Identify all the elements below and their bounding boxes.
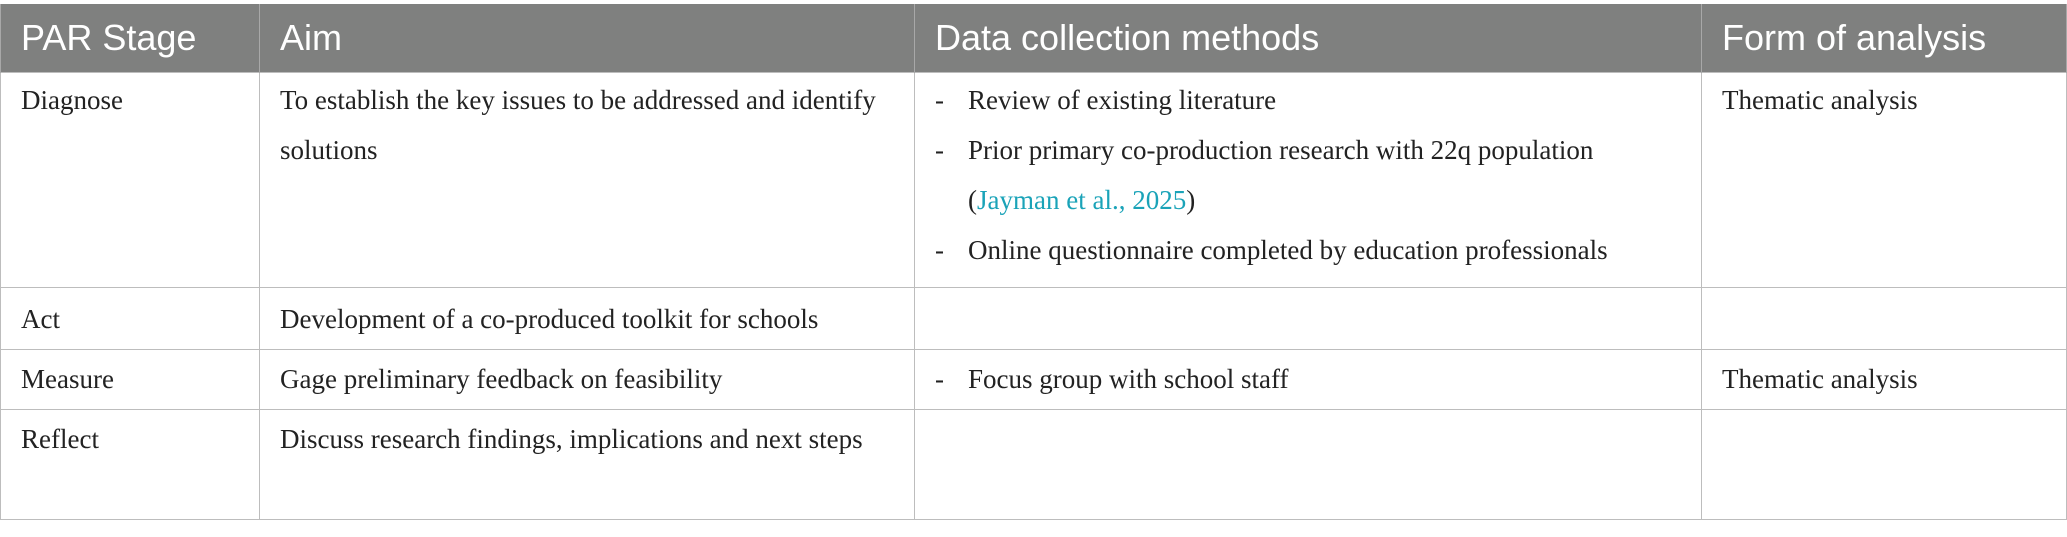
table-row bbox=[1, 287, 2067, 349]
method-text: Focus group with school staff bbox=[968, 363, 1289, 394]
methods-list bbox=[935, 354, 1681, 404]
table-row bbox=[1, 349, 2067, 409]
bullet-dash: - bbox=[935, 134, 944, 165]
aim-cell: To establish the key issues to be addressed and identify solutions bbox=[260, 72, 915, 287]
stage-cell: Measure bbox=[1, 349, 260, 409]
table-row bbox=[1, 72, 2067, 287]
methods-list bbox=[935, 75, 1681, 275]
method-item bbox=[935, 125, 1681, 225]
bullet-dash: - bbox=[935, 363, 944, 394]
methods-cell bbox=[915, 72, 1702, 287]
method-item bbox=[935, 354, 1681, 404]
method-text-end: ) bbox=[1186, 184, 1196, 215]
par-stages-table bbox=[0, 4, 2067, 520]
analysis-cell: Thematic analysis bbox=[1702, 72, 2067, 287]
methods-cell bbox=[915, 409, 1702, 519]
method-text: Review of existing literature bbox=[968, 84, 1277, 115]
header-form-of-analysis: Form of analysis bbox=[1702, 4, 2067, 72]
stage-cell: Diagnose bbox=[1, 72, 260, 287]
bullet-dash: - bbox=[935, 234, 944, 265]
stage-cell: Act bbox=[1, 287, 260, 349]
method-item bbox=[935, 225, 1681, 275]
aim-cell: Gage preliminary feedback on feasibility bbox=[260, 349, 915, 409]
stage-cell: Reflect bbox=[1, 409, 260, 519]
aim-cell: Development of a co-produced toolkit for schools bbox=[260, 287, 915, 349]
methods-cell bbox=[915, 349, 1702, 409]
table-row bbox=[1, 409, 2067, 519]
header-row bbox=[1, 4, 2067, 72]
analysis-cell bbox=[1702, 287, 2067, 349]
table-body bbox=[1, 72, 2067, 519]
method-item bbox=[935, 75, 1681, 125]
analysis-cell bbox=[1702, 409, 2067, 519]
header-aim: Aim bbox=[260, 4, 915, 72]
method-text: Prior primary co-production research with 22q population ( bbox=[968, 134, 1594, 215]
header-data-collection-methods: Data collection methods bbox=[915, 4, 1702, 72]
methods-cell bbox=[915, 287, 1702, 349]
analysis-cell: Thematic analysis bbox=[1702, 349, 2067, 409]
method-text: Online questionnaire completed by education professionals bbox=[968, 234, 1608, 265]
bullet-dash: - bbox=[935, 84, 944, 115]
table-header bbox=[1, 4, 2067, 72]
citation-link[interactable]: Jayman et al., 2025 bbox=[977, 184, 1187, 215]
header-par-stage: PAR Stage bbox=[1, 4, 260, 72]
aim-cell: Discuss research findings, implications and next steps bbox=[260, 409, 915, 519]
